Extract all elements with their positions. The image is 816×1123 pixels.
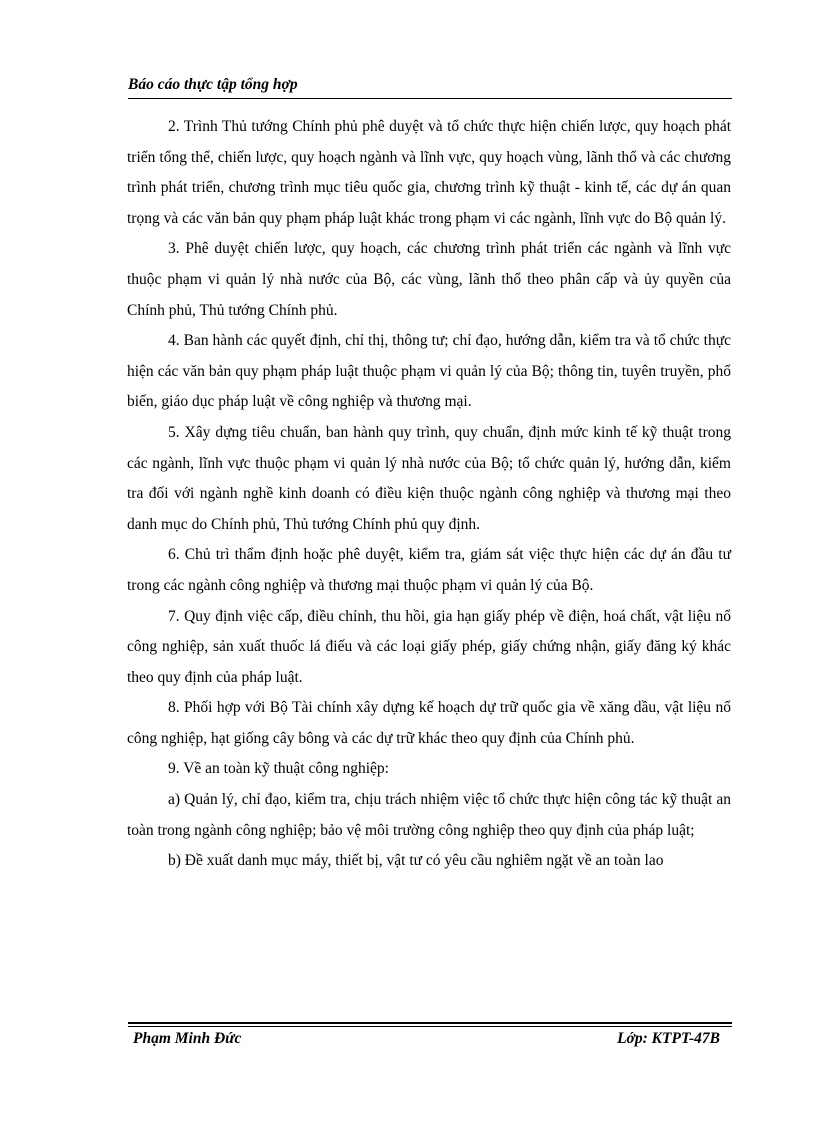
paragraph-item-8: 8. Phối hợp với Bộ Tài chính xây dựng kế hoạch dự trữ quốc gia về xăng dầu, vật liệu nổ công nghiệp, hạt giống cây bông và các dự trữ khác theo quy định của Chính phủ. xyxy=(127,699,731,747)
page-header xyxy=(128,76,732,99)
paragraph-item-9a: a) Quản lý, chỉ đạo, kiểm tra, chịu trách nhiệm việc tổ chức thực hiện công tác kỹ thuật an toàn trong ngành công nghiệp; bảo vệ môi trường công nghiệp theo quy định của pháp luật; xyxy=(127,791,731,839)
report-title: Báo cáo thực tập tổng hợp xyxy=(128,76,298,93)
author-name: Phạm Minh Đức xyxy=(133,1030,242,1047)
page-footer xyxy=(128,1022,732,1050)
paragraph-item-2: 2. Trình Thủ tướng Chính phủ phê duyệt và tổ chức thực hiện chiến lược, quy hoạch phát triển tổng thể, chiến lược, quy hoạch ngành và lĩnh vực, quy hoạch vùng, lãnh thổ và các chương trình phát triển, chương trình mục tiêu quốc gia, chương trình kỹ thuật - kinh tế, các dự án quan trọng và các văn bản quy phạm pháp luật khác trong phạm vi các ngành, lĩnh vực do Bộ quản lý. xyxy=(127,118,731,227)
paragraph-item-3: 3. Phê duyệt chiến lược, quy hoạch, các chương trình phát triển các ngành và lĩnh vực thuộc phạm vi quản lý nhà nước của Bộ, các vùng, lãnh thổ theo phân cấp và ủy quyền của Chính phủ, Thủ tướng Chính phủ. xyxy=(127,240,731,319)
paragraph-item-6: 6. Chủ trì thẩm định hoặc phê duyệt, kiểm tra, giám sát việc thực hiện các dự án đầu tư trong các ngành công nghiệp và thương mại thuộc phạm vi quản lý của Bộ. xyxy=(127,546,731,594)
paragraph-item-9b: b) Đề xuất danh mục máy, thiết bị, vật tư có yêu cầu nghiêm ngặt về an toàn lao xyxy=(168,852,664,870)
class-label: Lớp: KTPT-47B xyxy=(617,1030,720,1047)
document-body xyxy=(127,112,731,877)
paragraph-item-7: 7. Quy định việc cấp, điều chỉnh, thu hồi, gia hạn giấy phép về điện, hoá chất, vật liệu nổ công nghiệp, sản xuất thuốc lá điếu và các loại giấy phép, giấy chứng nhận, giấy đăng ký khác theo quy định của pháp luật. xyxy=(127,607,731,686)
paragraph-item-9: 9. Về an toàn kỹ thuật công nghiệp: xyxy=(168,760,389,778)
paragraph-item-5: 5. Xây dựng tiêu chuẩn, ban hành quy trình, quy chuẩn, định mức kinh tế kỹ thuật trong các ngành, lĩnh vực thuộc phạm vi quản lý nhà nước của Bộ; tổ chức quản lý, hướng dẫn, kiểm tra đối với ngành nghề kinh doanh có điều kiện thuộc ngành công nghiệp và thương mại theo danh mục do Chính phủ, Thủ tướng Chính phủ quy định. xyxy=(127,423,731,533)
paragraph-item-4: 4. Ban hành các quyết định, chỉ thị, thông tư; chỉ đạo, hướng dẫn, kiểm tra và tổ chức thực hiện các văn bản quy phạm pháp luật thuộc phạm vi quản lý của Bộ; thông tin, tuyên truyền, phổ biến, giáo dục pháp luật về công nghiệp và thương mại. xyxy=(127,332,731,411)
